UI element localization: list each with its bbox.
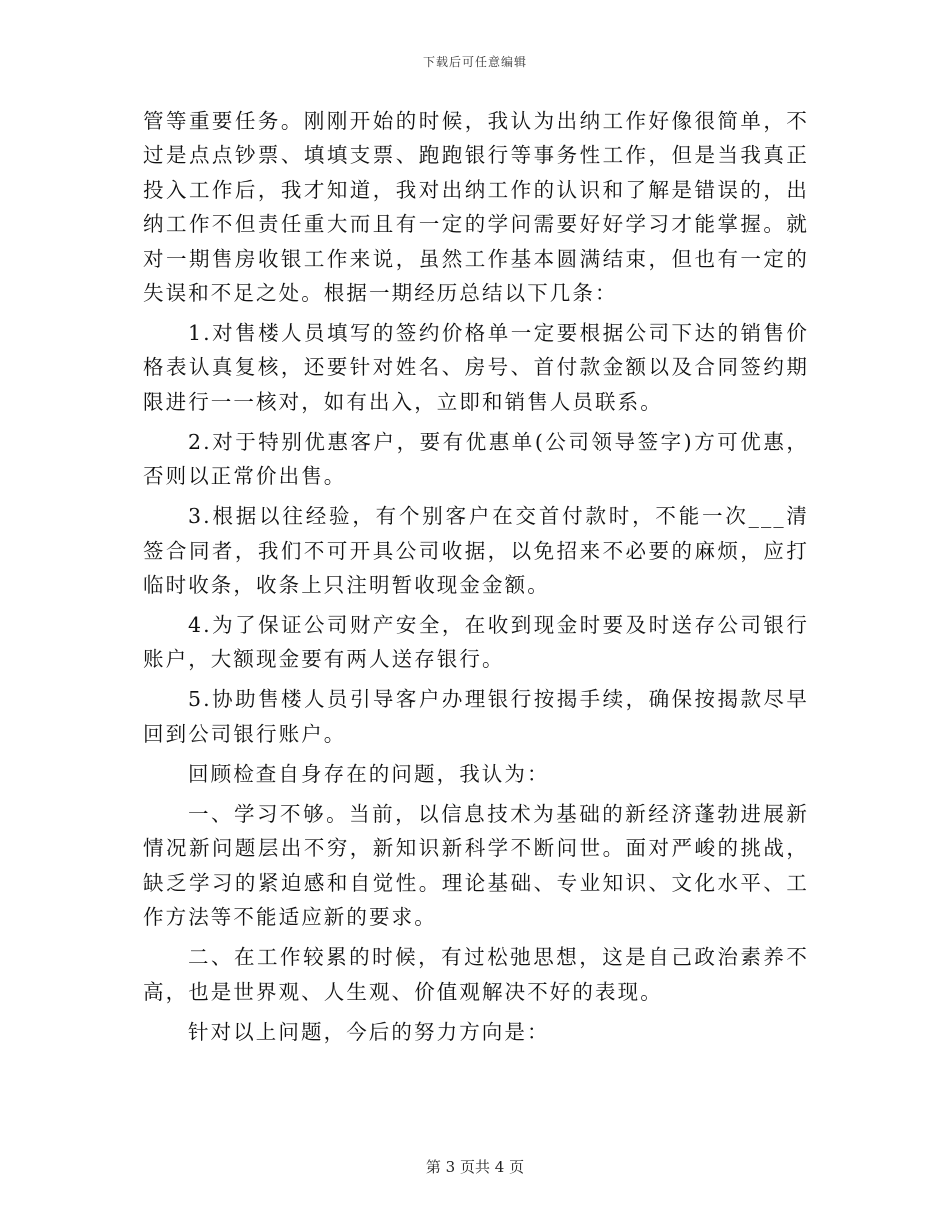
paragraph-item-2: 2.对于特别优惠客户，要有优惠单(公司领导签字)方可优惠，否则以正常价出售。 bbox=[143, 429, 809, 489]
paragraph-continuation: 管等重要任务。刚刚开始的时候，我认为出纳工作好像很简单，不过是点点钞票、填填支票、跑跑银行等事务性工作，但是当我真正投入工作后，我才知道，我对出纳工作的认识和了解是错误的，出纳工作不但责任重大而且有一定的学问需要好好学习才能掌握。就对一期售房收银工作来说，虽然工作基本圆满结束，但也有一定的失误和不足之处。根据一期经历总结以下几条： bbox=[143, 109, 809, 306]
page-header: 下载后可任意编辑 bbox=[422, 55, 527, 69]
paragraph-review-intro: 回顾检查自身存在的问题，我认为： bbox=[188, 761, 550, 786]
paragraph-item-5: 5.协助售楼人员引导客户办理银行按揭手续，确保按揭款尽早回到公司银行账户。 bbox=[143, 687, 809, 746]
page-footer: 第 3 页共 4 页 bbox=[425, 1158, 525, 1176]
paragraph-item-4: 4.为了保证公司财产安全，在收到现金时要及时送存公司银行账户，大额现金要有两人送存银行。 bbox=[143, 613, 809, 672]
paragraph-item-3: 3.根据以往经验，有个别客户在交首付款时，不能一次___清签合同者，我们不可开具公司收据，以免招来不必要的麻烦，应打临时收条，收条上只注明暂收现金金额。 bbox=[143, 504, 809, 598]
document-body bbox=[143, 104, 809, 1055]
paragraph-problem-2: 二、在工作较累的时候，有过松弛思想，这是自己政治素养不高，也是世界观、人生观、价值观解决不好的表现。 bbox=[143, 945, 809, 1004]
paragraph-problem-1: 一、学习不够。当前，以信息技术为基础的新经济蓬勃进展新情况新问题层出不穷，新知识新科学不断问世。面对严峻的挑战，缺乏学习的紧迫感和自觉性。理论基础、专业知识、文化水平、工作方法等不能适应新的要求。 bbox=[143, 801, 809, 930]
paragraph-direction-intro: 针对以上问题，今后的努力方向是： bbox=[188, 1019, 550, 1044]
paragraph-item-1: 1.对售楼人员填写的签约价格单一定要根据公司下达的销售价格表认真复核，还要针对姓名、房号、首付款金额以及合同签约期限进行一一核对，如有出入，立即和销售人员联系。 bbox=[143, 321, 809, 414]
